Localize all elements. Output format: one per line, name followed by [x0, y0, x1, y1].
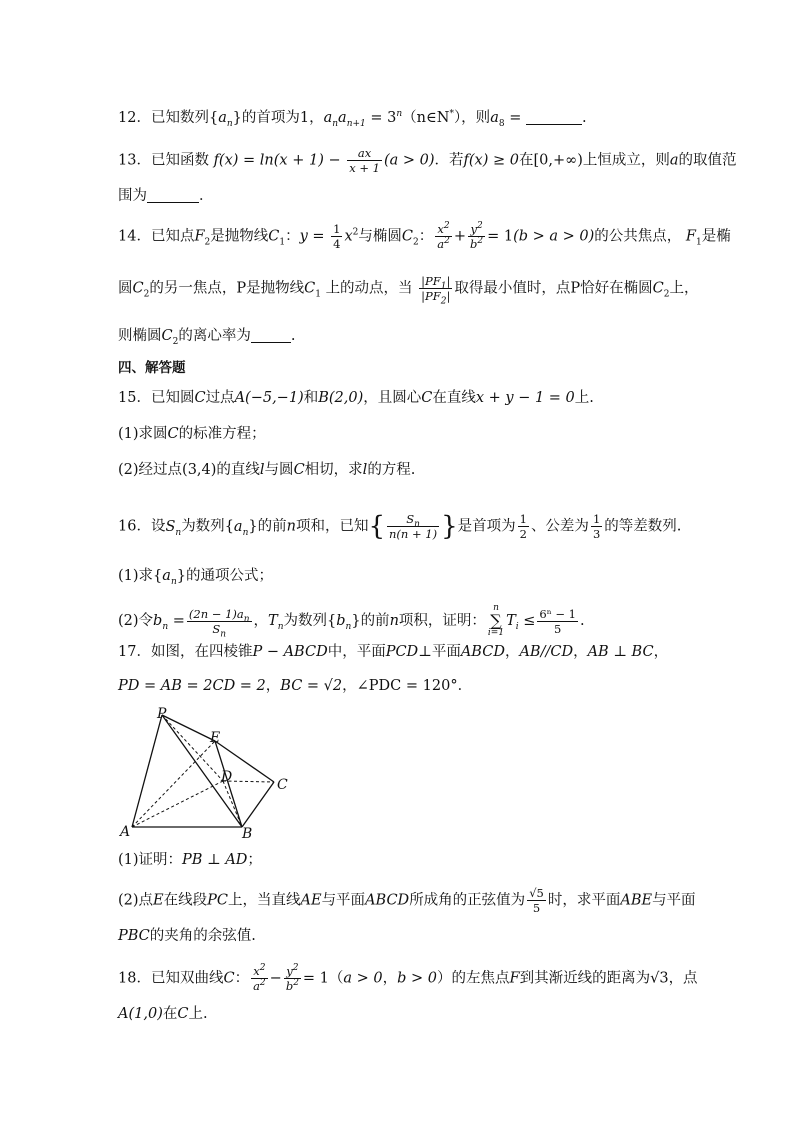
edge-AE: [132, 741, 215, 827]
edge-AD: [132, 781, 223, 827]
edge-PE: [162, 715, 215, 741]
question-17-part2-cont: PBC的夹角的余弦值.: [118, 928, 256, 944]
answer-blank[interactable]: [251, 328, 291, 343]
question-18: 18．已知双曲线C： $\frac{x^2}{a^2}$ − $\frac{y^2}{b^2}$ = 1（a > 0，b > 0）的左焦点F到其渐近线的距离为√3，点: [118, 963, 698, 993]
edge-PD: [162, 715, 223, 781]
label-C: C: [277, 777, 288, 793]
question-16-part2: (2)令$b_n$ = $\frac{(2n - 1)a_n}{S_n}$ ，$T_n$为数列$\{b_n\}$的前n项积，证明：n ∑ $i=1T_i$ ≤ $\frac{\text{6ⁿ − 1}}{5}$ .: [118, 603, 585, 639]
label-D: D: [221, 769, 233, 785]
section-heading: 四、解答题: [118, 360, 186, 376]
pyramid-figure: [116, 705, 316, 840]
question-14-cont: 圆$C_2$的另一焦点，P是抛物线$C_1$ 上的动点，当 $\frac{|PF_1|}{|PF_2|}$ 取得最小值时，点P恰好在椭圆$C_2$上，: [118, 274, 699, 307]
fraction: $\frac{\text{6ⁿ − 1}}{5}$: [539, 606, 576, 636]
question-17: 17．如图，在四棱锥P − ABCD中，平面PCD⊥平面ABCD，AB//CD，AB ⊥ BC，: [118, 644, 669, 660]
fraction: $\frac{x^2}{a^2}$: [253, 963, 266, 993]
question-16-part1: (1)求$\{a_n\}$的通项公式；: [118, 568, 273, 587]
label-E: E: [210, 730, 221, 746]
edge-BC: [242, 782, 274, 827]
question-17-cont: PD = AB = 2CD = 2，BC = √2，∠PDC = 120°．: [118, 678, 473, 694]
question-13: 13．已知函数 f(x) = ln(x + 1) − $\frac{ax}{x + 1}$ (a > 0)．若f(x) ≥ 0在[0,+∞)上恒成立，则a的取值范: [118, 146, 737, 175]
question-14-cont2: 则椭圆$C_2$的离心率为 .: [118, 328, 296, 347]
fraction: $\frac{y^2}{b^2}$: [285, 963, 299, 993]
answer-blank[interactable]: [147, 188, 199, 203]
question-12: 12．已知数列$\{a_n\}$的首项为1，$a_na_{n+1}$ = $3^n(n\in N^*)$，则$a_8$ = .: [118, 109, 587, 129]
fraction: $\frac{1}{3}$: [592, 512, 601, 541]
fraction: $\frac{1}{2}$: [519, 512, 527, 541]
question-13-cont: 围为 ．: [118, 188, 214, 204]
fraction: $\frac{x^2}{a^2}$: [437, 221, 450, 251]
label-A: A: [120, 824, 131, 840]
label-P: P: [157, 706, 167, 722]
answer-blank[interactable]: [526, 110, 582, 125]
question-15: 15．已知圆C过点A(−5,−1)和B(2,0)，且圆心C在直线x + y − 1 = 0上.: [118, 390, 594, 406]
fraction: $\frac{√5}{5}$: [529, 886, 544, 915]
question-16: 16．设$S_n$为数列$\{a_n\}$的前n项和，已知{ $\frac{S_n}{n(n + 1)}$ }是首项为 $\frac{1}{2}$ 、公差为 $\frac{1}{3}$ 的等差数列.: [118, 511, 682, 542]
question-14: 14．已知点$F_2$是抛物线$C_1$：y = $\frac{1}{4}$ $x^2$与椭圆$C_2$： $\frac{x^2}{a^2}$ + $\frac{y^2}{b^2}$ = 1(b > a > 0)的公共焦点， $F_1$是椭: [118, 221, 731, 251]
question-17-part1: (1)证明：PB ⊥ AD；: [118, 852, 262, 868]
fraction: $\frac{(2n - 1)a_n}{S_n}$: [188, 606, 250, 639]
fraction: $\frac{S_n}{n(n + 1)}$: [389, 512, 438, 541]
question-17-part2: (2)点E在线段PC上，当直线AE与平面ABCD所成角的正弦值为 $\frac{√5}{5}$ 时，求平面ABE与平面: [118, 886, 696, 915]
sum-operator: n ∑ i=1: [487, 603, 505, 638]
label-B: B: [242, 826, 253, 840]
edge-PA: [132, 715, 162, 827]
question-18-cont: A(1,0)在C上.: [118, 1006, 208, 1022]
question-15-part1: (1)求圆C的标准方程；: [118, 426, 266, 442]
fraction: $\frac{|PF_1|}{|PF_2|}$: [421, 274, 451, 307]
question-15-part2: (2)经过点(3,4)的直线l与圆C相切，求l的方程.: [118, 462, 416, 478]
fraction: $\frac{y^2}{b^2}$: [470, 221, 484, 251]
fraction: $\frac{1}{4}$: [333, 222, 341, 251]
fraction: $\frac{ax}{x + 1}$: [349, 146, 380, 175]
